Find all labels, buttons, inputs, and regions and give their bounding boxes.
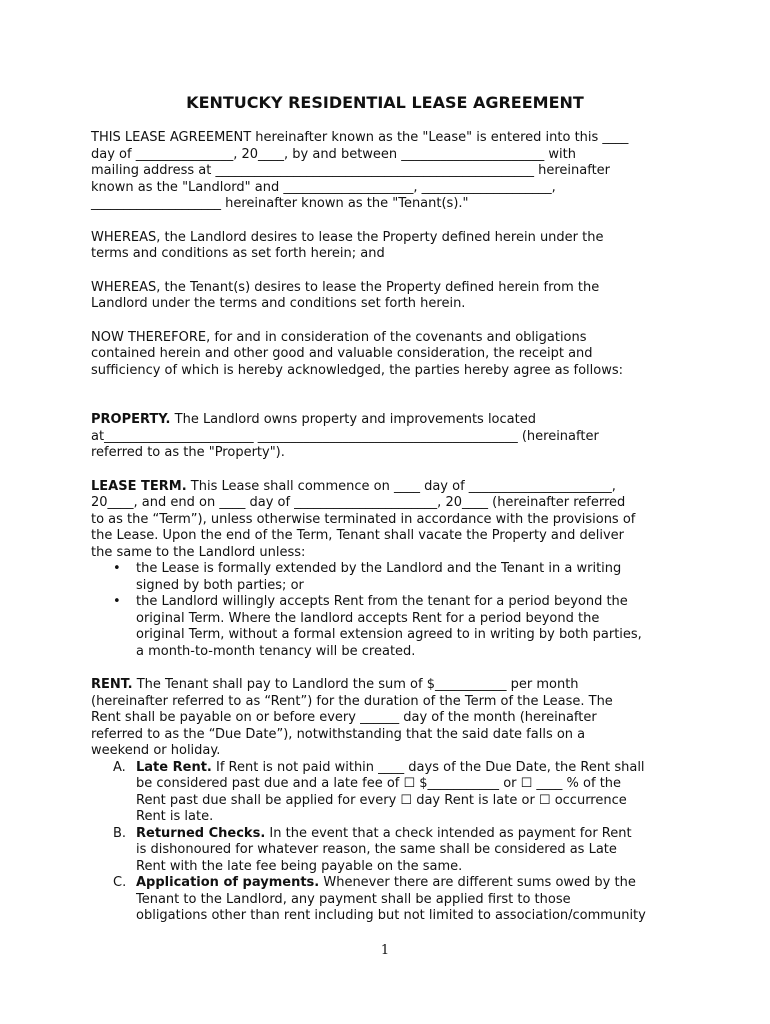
lease-term-section [91,479,681,562]
rent-terms-list [91,760,681,925]
whereas-tenant-paragraph: WHEREAS, the Tenant(s) desires to lease the Property defined herein from the Landlord under the terms and conditions set forth herein. [91,279,600,311]
page-number: 1 [380,943,390,958]
rent-text: The Tenant shall pay to Landlord the sum of $___________ per month (hereinafter referred to as “Rent”) for the duration of the Term of the Lease. The Rent shall be payable on or before every ______ day of the month (hereinafter referred to as the “Due Date”), notwithstanding that the said date falls on a weekend or holiday. [91,677,613,758]
property-text: The Landlord owns property and improvements located at_______________________ ________________________________________ (hereinafter referred to as the "Property"). [91,412,599,460]
rent-section [91,677,681,760]
list-item [91,760,681,826]
whereas-landlord-paragraph: WHEREAS, the Landlord desires to lease the Property defined herein under the terms and conditions as set forth herein; and [91,229,604,261]
bullet-icon: • [113,594,121,609]
lease-term-text: This Lease shall commence on ____ day of ______________________, 20____, and end on ____ day of ______________________, 20____ (hereinafter referred to as the “Term”), unless otherwise terminated in accordance with the provisions of the Lease. Upon the end of the Term, Tenant shall vacate the Property and deliver the same to the Landlord unless: [91,478,636,560]
list-item [91,826,681,876]
list-marker: C. [113,875,127,890]
list-item-text: If Rent is not paid within ____ days of the Due Date, the Rent shall be considered past due and a late fee of ☐ $___________ or ☐ ____ % of the Rent past due shall be applied for every ☐ day Rent is late or ☐ occurrence Rent is late. [136,759,645,824]
document-title: KENTUCKY RESIDENTIAL LEASE AGREEMENT [186,93,584,112]
lease-term-conditions-list [91,561,681,660]
now-therefore-paragraph: NOW THEREFORE, for and in consideration of the covenants and obligations contained herein and other good and valuable consideration, the receipt and sufficiency of which is hereby acknowledged, the parties hereby agree as follows: [91,329,623,378]
list-item-heading: Returned Checks. [136,825,266,841]
property-heading: PROPERTY. [91,412,171,427]
list-item-text: the Landlord willingly accepts Rent from the tenant for a period beyond the original Term. Where the landlord accepts Rent for a period beyond the original Term, without a formal extension agreed to in writing by both parties, a month-to-month tenancy will be created. [136,594,642,659]
list-item [91,594,681,660]
list-item-text: In the event that a check intended as payment for Rent is dishonoured for whatever reason, the same shall be considered as Late Rent with the late fee being payable on the same. [136,825,632,874]
list-item [91,875,681,925]
list-item-text: Whenever there are different sums owed by the Tenant to the Landlord, any payment shall be applied first to those obligations other than rent including but not limited to association/community [136,875,646,923]
list-item-heading: Late Rent. [136,759,212,775]
property-section [91,412,681,462]
list-item-heading: Application of payments. [136,875,320,890]
lease-term-heading: LEASE TERM. [91,478,187,494]
list-item-text: the Lease is formally extended by the Landlord and the Tenant in a writing signed by both parties; or [136,561,622,593]
list-marker: B. [113,825,127,841]
list-marker: A. [113,759,126,775]
intro-paragraph: THIS LEASE AGREEMENT hereinafter known as the "Lease" is entered into this ____ day of _______________, 20____, by and between ______________________ with mailing address at _________________________________________________ hereinafter known as the "Landlord" and ____________________, ____________________, ____________________ hereinafter known as the "Tenant(s)." [91,130,629,211]
list-item [91,561,681,594]
rent-heading: RENT. [91,677,133,692]
document-body [91,130,681,925]
bullet-icon: • [113,561,121,576]
